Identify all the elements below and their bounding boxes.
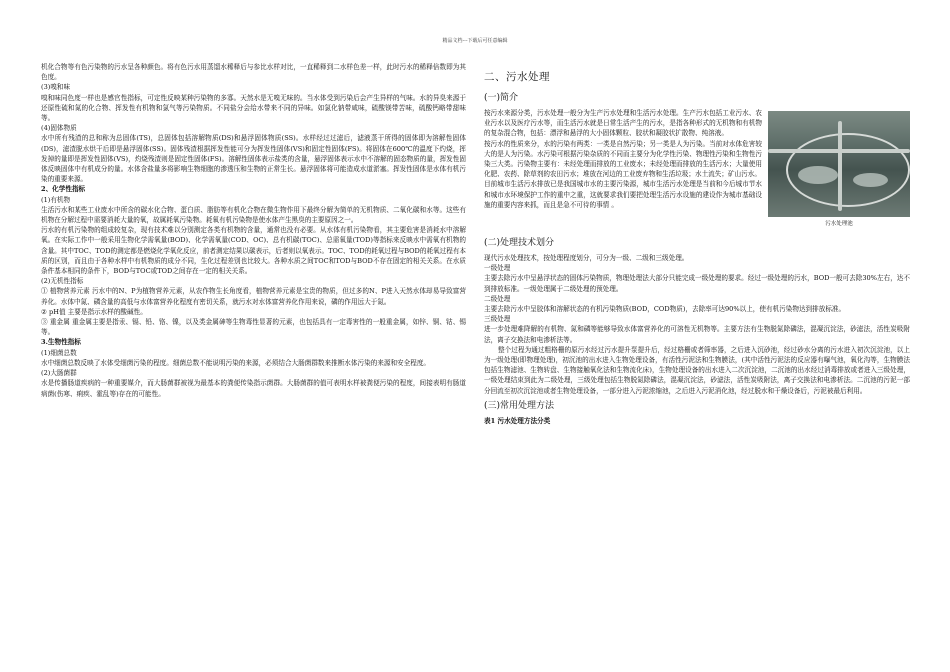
right-column [484,70,910,426]
subsection-heading: 2、化学性指标 [41,185,86,194]
foam-patch [853,173,888,187]
paragraph: 生活污水和某些工业废水中所含的碳水化合物、蛋白质、脂肪等有机化合物在微生物作用下最终分解为简单的无机物质、二氧化碳和水等。这些有机物在分解过程中需要消耗大量的氧，故属耗氧污染物。耗氧有机污染物是使水体产生黑臭的主要原因之一。 [41,205,466,225]
paragraph: 污水的有机污染物的组成较复杂，现有技术难以分别测定各类有机物的含量，通常也没有必要。从水体有机污染物看，其主要危害是消耗水中溶解氧。在实际工作中一般采用生物化学需氧量(BOD)、化学需氧量(COD、OC)、总有机碳(TOC)、总需氧量(TOD)等指标来反映水中需氧有机物的含量。其中TOC、TOD的测定都是燃烧化学氧化反应，前者测定结果以碳表示，后者则以氧表示。TOC、TOD的耗氧过程与BOD的耗氧过程有本质的区别，而且由于各种水样中有机物质的成分不同，生化过程差别也比较大。各种水质之间TOC和TOD与BOD不存在固定的相关关系。在水质条件基本相同的条件下，BOD与TOC或TOD之间存在一定的相关关系。 [41,226,467,276]
foam-patch [798,166,838,184]
tech-heading: (二)处理技术划分 [484,238,555,248]
paragraph: 嗅和味同色度一样也是感官性指标，可定性反映某种污染物的多寡。天然水是无嗅无味的。当水体受到污染后会产生异样的气味。水的异臭来源于还原性硫和氮的化合物、挥发性有机物和氯气等污染物质。不同盐分会给水带来不同的异味。如氯化钠带咸味，硫酸镁带苦味，硫酸钙略带甜味等。 [41,93,466,123]
subsection-heading: 3.生物性指标 [41,338,81,347]
paragraph: ① 植物营养元素 污水中的N、P为植物营养元素，从农作物生长角度看，植物营养元素是宝贵的物质，但过多的N、P进入天然水体却易导致富营养化。水体中氮、磷含量的高低与水体富营养化程度有密切关系，就污水对水体富营养化作用来说，磷的作用远大于氮。 [41,287,466,306]
paragraph: 三级处理 [484,315,511,324]
pipe-post [838,121,842,211]
paragraph: (3)嗅和味 [41,83,71,92]
paragraph: (1)细菌总数 [41,348,77,357]
intro-heading: (一)简介 [484,93,519,103]
paragraph: 按污水的性质来分，水的污染有两类：一类是自然污染；另一类是人为污染。当前对水体危害较大的是人为污染。水污染可根据污染杂质的不同而主要分为化学性污染、物理性污染和生物性污染三大类。污染物主要有：未经处理而排放的工业废水；未经处理而排放的生活污水；大量使用化肥、农药、除草剂的农田污水；堆放在河边的工业废弃物和生活垃圾；水土流失；矿山污水。 [484,139,762,179]
paragraph: ③ 重金属 重金属主要是指汞、镉、铅、铬、镍，以及类金属砷等生物毒性显著的元素，也包括具有一定毒害性的一般重金属，如锌、铜、钴、锡等。 [41,318,466,337]
section-title: 二、污水处理 [484,71,550,83]
paragraph: 主要去除污水中呈悬浮状态的固体污染物质，物理处理法大部分只能完成一级处理的要求。经过一级处理的污水，BOD一般可去除30%左右，达不到排放标准。一级处理属于二级处理的预处理。 [484,274,910,293]
figure-caption: 污水处理池 [825,221,853,227]
paragraph: 主要去除污水中呈胶体和溶解状态的有机污染物质(BOD，COD物质)，去除率可达90%以上，使有机污染物达到排放标准。 [484,305,846,314]
tech-body [484,253,910,396]
paragraph: 水中所有残渣的总和称为总固体(TS)，总固体包括溶解物质(DS)和悬浮固体物质(SS)。水样经过过滤后，滤液蒸干所得的固体即为溶解性固体(DS)，滤渣脱水烘干后即是悬浮固体(SS)。固体残渣根据挥发性能可分为挥发性固体(VS)和固定性固体(FS)。将固体在600℃的温度下灼烧，挥发掉的量即是挥发性固体(VS)，灼烧残渣则是固定性固体(FS)。溶解性固体表示盐类的含量，悬浮固体表示水中不溶解的固态物质的量，挥发性固体反映固体中有机成分的量。水体含盐量多将影响生物细胞的渗透压和生物的正常生长。悬浮固体将可能造成水道淤塞。挥发性固体是水体有机污染的重要来源。 [41,134,466,184]
paragraph: 现代污水处理技术，按处理程度划分，可分为一级、二级和三级处理。 [484,254,689,262]
paragraph: (2)大肠菌群 [41,369,77,378]
left-column [41,62,466,399]
paragraph: (1)有机物 [41,195,71,204]
page-header: 精品文档---下载后可任意编辑 [442,38,508,44]
paragraph: 水中细菌总数反映了水体受细菌污染的程度。细菌总数不能说明污染的来源，必须结合大肠菌群数来推断水体污染的来源和安全程度。 [41,358,431,367]
paragraph: 整个过程为通过粗格栅的原污水经过污水提升泵提升后，经过格栅或者筛率器，之后进入沉砂池，经过砂水分离的污水进入初次沉淀池，以上为一级处理(即物理处理)，初沉池的出水进入生物处理设备，有活性污泥法和生物膜法，(其中活性污泥法的反应器有曝气池，氧化沟等，生物膜法包括生物滤池、生物转盘、生物接触氧化法和生物流化床)，生物处理设备的出水进入二次沉淀池，二沉池的出水经过消毒排放或者进入三级处理，一级处理结束到此为二级处理，三级处理包括生物脱氮除磷法，混凝沉淀法，砂滤法，活性炭吸附法，离子交换法和电渗析法。二沉池的污泥一部分回流至初次沉淀池或者生物处理设备，一部分进入污泥浓缩池，之后进入污泥消化池，经过脱水和干燥设备后，污泥被最后利用。 [484,345,910,395]
paragraph: 进一步处理难降解的有机物、氮和磷等能够导致水体富营养化的可溶性无机物等。主要方法有生物脱氮除磷法，混凝沉淀法，砂滤法，活性炭吸附法，离子交换法和电渗析法等。 [484,325,910,344]
treatment-tank-photo [768,111,910,217]
paragraph: ② pH值 主要是指示水样的酸碱性。 [41,307,147,316]
figure-treatment-tank [768,111,910,231]
paragraph: (4)固体物质 [41,124,77,133]
paragraph: 目前城市生活污水排放已是我国城市水的主要污染源，城市生活污水处理是当前和今后城市节水和城市水环境保护工作的重中之重，这就要求我们要把处理生活污水设施的建设作为城市基础设施的重要内容来抓，而且是急不可待的事情 。 [484,180,762,209]
paragraph: (2)无机性指标 [41,277,84,286]
paragraph: 水是传播肠道疾病的一种重要媒介，而大肠菌群被视为最基本的粪便传染指示菌群。大肠菌群的值可表明水样被粪便污染的程度，间接表明有肠道病菌(伤寒、痢疾、霍乱等)存在的可能性。 [41,379,466,398]
paragraph: 一级处理 [484,264,511,273]
table-caption: 表1 污水处理方法分类 [484,416,551,425]
methods-heading: (三)常用处理方法 [484,400,555,411]
paragraph: 二级处理 [484,294,511,303]
paragraph: 按污水来源分类，污水处理一般分为生产污水处理和生活污水处理。生产污水包括工业污水、农业污水以及医疗污水等，而生活污水就是日常生活产生的污水，是指各种形式的无机物和有机物的复杂混合物，包括：漂浮和悬浮的大小固体颗粒、胶状和凝胶状扩散物、纯溶液。 [484,109,762,138]
paragraph: 机化合物等有色污染物的污水呈各种颜色。将有色污水用蒸馏水稀释后与参比水样对比，一直稀释到二水样色差一样，此时污水的稀释倍数即为其色度。 [41,63,466,82]
